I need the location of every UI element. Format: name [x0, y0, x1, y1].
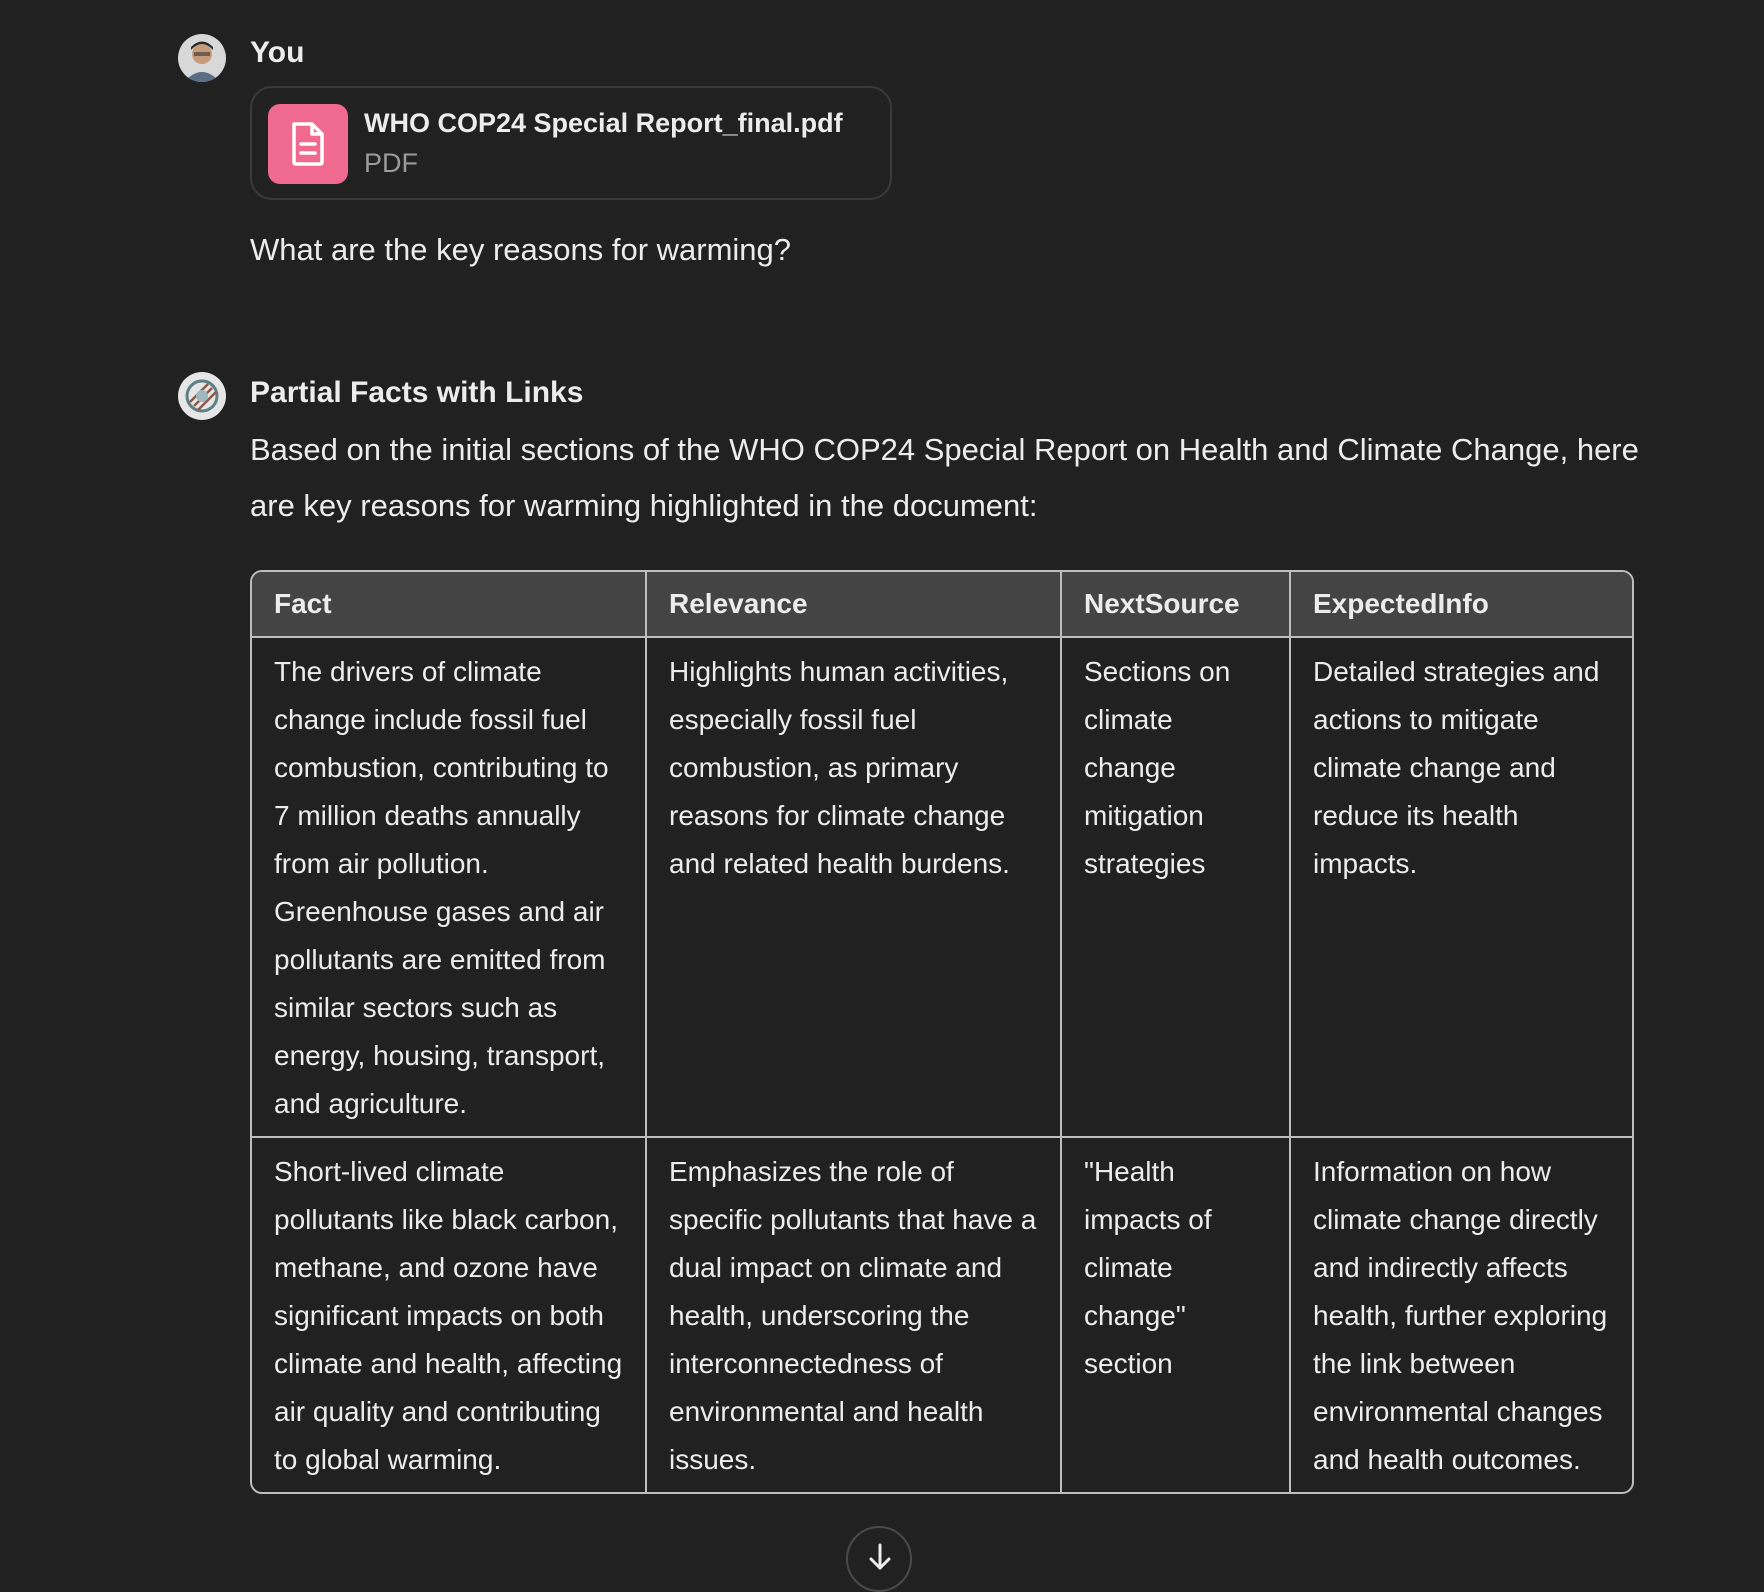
header-fact: Fact: [252, 572, 646, 637]
table-row: [252, 637, 1632, 1137]
user-avatar: [178, 34, 226, 82]
assistant-avatar: [178, 372, 226, 420]
table-row: [252, 1137, 1632, 1492]
attachment-card[interactable]: [250, 86, 892, 200]
user-avatar-icon: [178, 34, 226, 82]
user-author-name: You: [250, 36, 305, 69]
table-cell: Information on how climate change directly and indirectly affects health, further exploring the link between environmental changes and health outcomes.: [1313, 1156, 1608, 1475]
facts-table: [250, 570, 1634, 1494]
table-cell: Short-lived climate pollutants like black carbon, methane, and ozone have significant impacts on both climate and health, affecting air quality and contributing to global warming.: [252, 1137, 646, 1492]
assistant-intro-text: Based on the initial sections of the WHO COP24 Special Report on Health and Climate Change, here are key reasons for warming highlighted in the document:: [250, 432, 1639, 523]
header-relevance: Relevance: [646, 572, 1061, 637]
header-nextsource: NextSource: [1061, 572, 1290, 637]
attachment-file-name: WHO COP24 Special Report_final.pdf: [364, 108, 843, 138]
document-icon: [268, 104, 348, 184]
user-message-text: What are the key reasons for warming?: [250, 232, 792, 267]
table-cell: The drivers of climate change include fossil fuel combustion, contributing to 7 million deaths annually from air pollution. Greenhouse gases and air pollutants are emitted from similar sectors such as energy, housing, transport, and agriculture.: [252, 637, 646, 1137]
scroll-to-bottom-button[interactable]: [846, 1526, 912, 1592]
table-cell: "Health impacts of climate change" section: [1061, 1137, 1290, 1492]
table-cell: Highlights human activities, especially fossil fuel combustion, as primary reasons for climate change and related health burdens.: [646, 637, 1061, 1137]
table-cell: Detailed strategies and actions to mitigate climate change and reduce its health impacts.: [1290, 637, 1632, 1137]
table-cell: Sections on climate change mitigation strategies: [1061, 637, 1290, 1137]
assistant-avatar-icon: [178, 372, 226, 420]
attachment-file-type: PDF: [364, 148, 418, 178]
assistant-author-name: Partial Facts with Links: [250, 376, 584, 409]
header-expectedinfo: ExpectedInfo: [1290, 572, 1632, 637]
arrow-down-icon: [867, 1542, 893, 1572]
table-header-row: [252, 572, 1632, 637]
table-cell: Emphasizes the role of specific pollutants that have a dual impact on climate and health, underscoring the interconnectedness of environmental and health issues.: [646, 1137, 1061, 1492]
